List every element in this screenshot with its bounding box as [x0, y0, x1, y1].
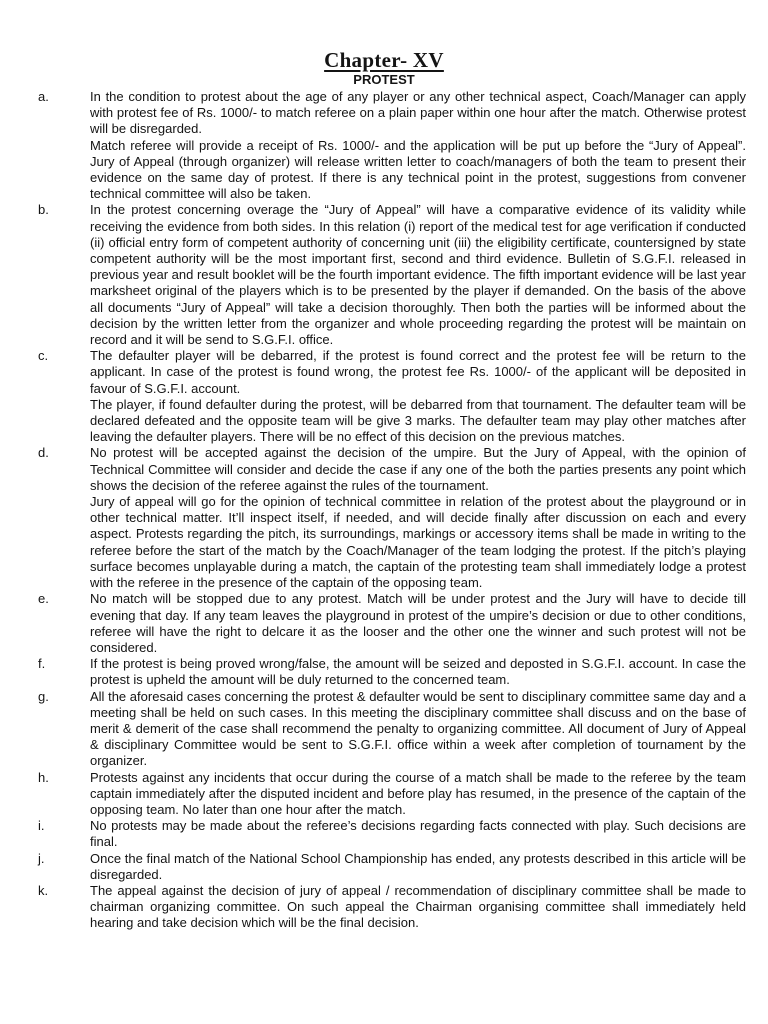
paragraph: Jury of appeal will go for the opinion of technical committee in relation of the protest about the playground or in other technical matter. It’ll inspect itself, if needed, and will decide finally after discussion on each and every aspect. Protests regarding the pitch, its surroundings, markings or accessory items shall be made in writing to the referee before the start of the match by the Coach/Manager of the team lodging the protest. If the pitch’s playing surface becomes unplayable during a match, the captain of the protesting team shall immediately lodge a protest with the referee in the presence of the captain of the opposing team. [90, 494, 746, 591]
item-letter: j. [38, 850, 45, 866]
item-letter: e. [38, 591, 49, 607]
rule-item-h [0, 770, 768, 819]
item-letter: a. [38, 89, 49, 104]
paragraph: If the protest is being proved wrong/false, the amount will be seized and deposted in S.G.F.I. account. In case the protest is upheld the amount will be duly returned to the concerned team. [90, 656, 746, 688]
item-body [90, 202, 746, 348]
item-letter: h. [38, 769, 49, 785]
paragraph: No match will be stopped due to any protest. Match will be under protest and the Jury will have to decide till evening that day. If any team leaves the playground in protest of the umpire’s decision or due to other conditions, referee will have the right to delcare it as the looser and the other one the winner and such protest will not be considered. [90, 591, 746, 655]
rule-item-f [0, 656, 768, 688]
item-letter: f. [38, 656, 46, 672]
protest-rules-list [0, 89, 768, 932]
paragraph: In the protest concerning overage the “Jury of Appeal” will have a comparative evidence of its validity while receiving the evidence from both sides. In this relation (i) report of the medical test for age verification if conducted (ii) official entry form of competent authority of concerning unit (iii) the eligibility certificate, countersigned by state competent authority will be the most important first, second and third evidence. Bulletin of S.G.F.I. released in previous year and result booklet will be the fourth important evidence. The fifth important evidence will be last year marksheet original of the players which is to be presented by the player if demanded. On the basis of the above all documents “Jury of Appeal” will take a decision thoroughly. Then both the parties will be informed about the decision by the written letter from the organizer and whole proceeding regarding the protest will be maintain on record and it will be send to S.G.F.I. office. [90, 202, 746, 348]
paragraph: In the condition to protest about the age of any player or any other technical aspect, Coach/Manager can apply with protest fee of Rs. 1000/- to match referee on a plain paper within one hour after the match. Otherwise protest will be disregarded. [90, 89, 746, 137]
item-body [90, 883, 746, 932]
section-heading: PROTEST [353, 72, 415, 87]
rule-item-i [0, 818, 768, 850]
chapter-title [0, 48, 768, 72]
rule-item-k [0, 883, 768, 932]
item-letter: g. [38, 688, 49, 704]
paragraph: All the aforesaid cases concerning the protest & defaulter would be sent to disciplinary committee same day and a meeting shall be held on such cases. In this meeting the disciplinary committee shall discuss and on the base of merit & demerit of the case shall recommend the penalty to organizing committee. All document of Jury of Appeal & disciplinary Committee would be sent to S.G.F.I. office within a week after completion of tournament by the organizer. [90, 688, 746, 769]
item-body [90, 851, 746, 883]
item-letter: b. [38, 202, 49, 218]
item-letter: d. [38, 445, 49, 461]
item-body [90, 591, 746, 656]
rule-item-b [0, 202, 768, 348]
paragraph: No protests may be made about the referee’s decisions regarding facts connected with play. Such decisions are final. [90, 818, 746, 850]
paragraph: The defaulter player will be debarred, if the protest is found correct and the protest fee will be return to the applicant. In case of the protest is found wrong, the protest fee Rs. 1000/- of the applicant will be deposited in favour of S.G.F.I. account. [90, 348, 746, 396]
item-body [90, 770, 746, 819]
paragraph: Match referee will provide a receipt of Rs. 1000/- and the application will be put up before the “Jury of Appeal”. Jury of Appeal (through organizer) will release written letter to coach/managers of both the team to present their evidence on the same day of protest. If there is any technical point in the protest, suggestions from convener technical committee will also be taken. [90, 137, 746, 202]
item-body [90, 445, 746, 591]
item-letter: c. [38, 348, 49, 364]
paragraph: The appeal against the decision of jury of appeal / recommendation of disciplinary committee shall be made to chairman organizing committee. On such appeal the Chairman organising committee shall immediately held hearing and take decision which will be the final decision. [90, 882, 746, 931]
paragraph: Protests against any incidents that occur during the course of a match shall be made to the referee by the team captain immediately after the disputed incident and before play has resumed, in the presence of the captain of the opposing team. No later than one hour after the match. [90, 769, 746, 817]
item-body [90, 656, 746, 688]
rule-item-c [0, 348, 768, 445]
item-body [90, 689, 746, 770]
rule-item-j [0, 851, 768, 883]
item-letter: k. [38, 882, 49, 898]
rule-item-e [0, 591, 768, 656]
item-letter: i. [38, 818, 45, 834]
item-body [90, 348, 746, 445]
paragraph: The player, if found defaulter during the protest, will be debarred from that tournament. The defaulter team will be declared defeated and the opposite team will be give 3 marks. The defaulter team may play other matches after leaving the defaulter players. There will be no effect of this decision on the previous matches. [90, 396, 746, 445]
item-body [90, 89, 746, 202]
rule-item-a [0, 89, 768, 202]
chapter-title-text: Chapter- XV [324, 48, 444, 72]
item-body [90, 818, 746, 850]
paragraph: Once the final match of the National School Championship has ended, any protests described in this article will be disregarded. [90, 850, 746, 882]
paragraph: No protest will be accepted against the decision of the umpire. But the Jury of Appeal, with the opinion of Technical Committee will consider and decide the case if any one of the both the parties presents any point which shows the decision of the referee against the rules of the tournament. [90, 445, 746, 493]
rule-item-g [0, 689, 768, 770]
rule-item-d [0, 445, 768, 591]
